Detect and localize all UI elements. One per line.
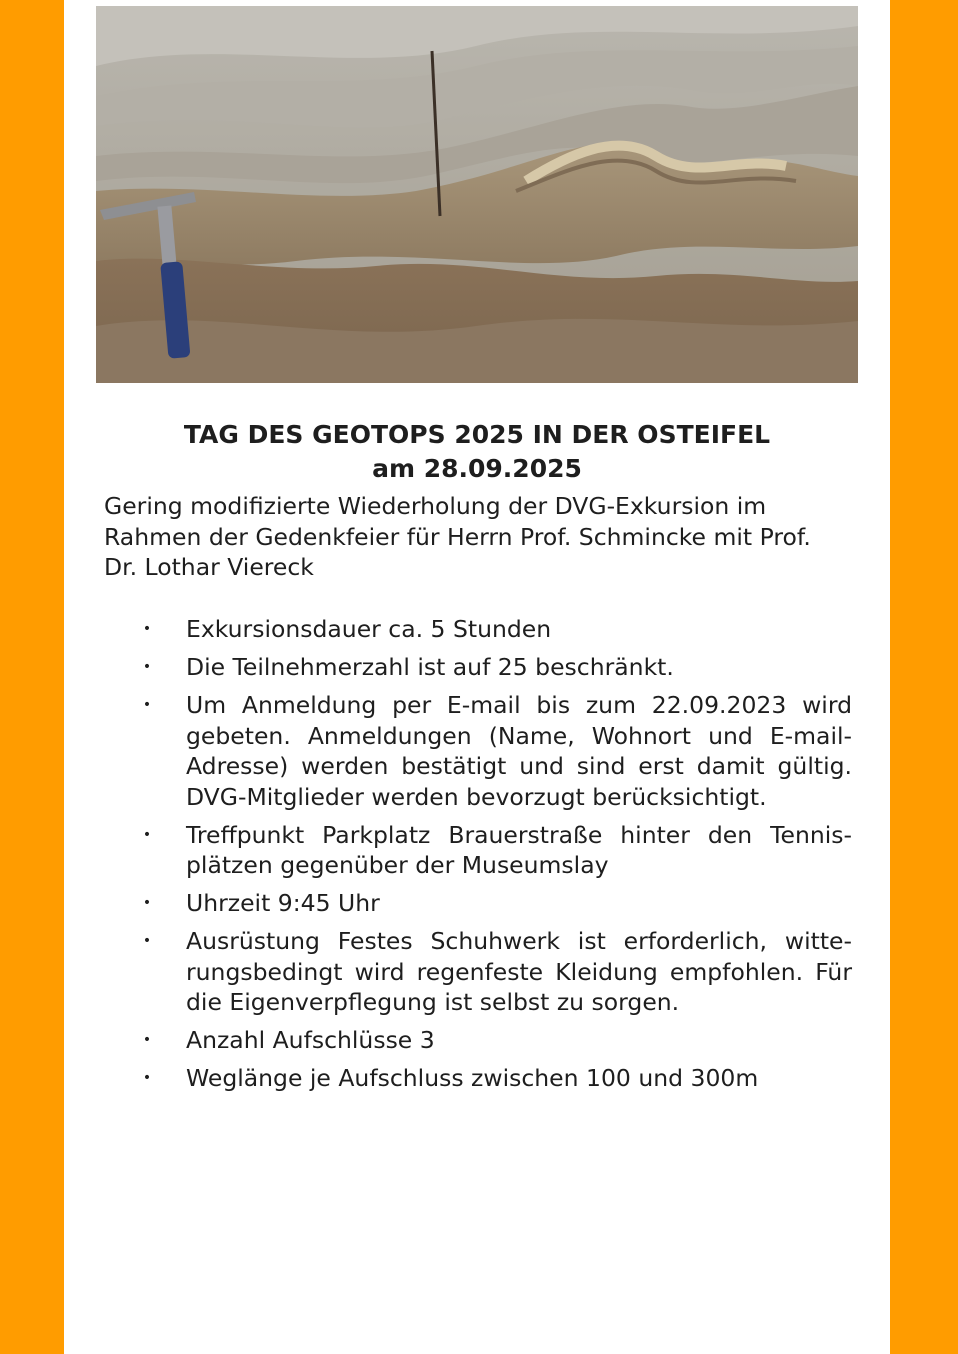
left-orange-border [0,0,64,1354]
bullet-icon: • [142,621,152,637]
bullet-icon: • [142,697,152,713]
list-item: • Um Anmeldung per E-mail bis zum 22.09.2023 wird gebeten. Anmeldungen (Name, Wohnort und E-mail-Adresse) werden bestätigt und sind erst damit gültig. DVG-Mitglieder werden bevorzugt berücksichtigt. [140,690,852,812]
outcrop-photo [96,6,858,383]
event-title: TAG DES GEOTOPS 2025 IN DER OSTEIFEL [183,420,771,449]
bullet-icon: • [142,826,152,843]
list-item: • Exkursionsdauer ca. 5 Stunden [140,614,852,645]
bullet-icon: • [142,933,152,949]
bullet-icon: • [142,895,152,911]
list-item: • Weglänge je Aufschluss zwischen 100 und 300m [140,1063,852,1094]
bullet-icon: • [142,1032,152,1048]
list-item: • Anzahl Aufschlüsse 3 [140,1025,852,1056]
event-date: am 28.09.2025 [372,454,582,483]
details-list [140,614,852,1101]
list-item: • Treffpunkt Parkplatz Brauerstraße hinter den Tennisplätzen gegenüber der Museumslay [140,820,852,881]
bullet-icon: • [142,1070,152,1086]
event-heading [96,418,858,486]
list-item: • Ausrüstung Festes Schuhwerk ist erforderlich, witterungsbedingt wird regenfeste Kleidung empfohlen. Für die Eigenverpflegung ist selbst zu sorgen. [140,926,852,1018]
list-item: • Uhrzeit 9:45 Uhr [140,888,852,919]
bullet-icon: • [142,659,152,675]
intro-paragraph: Gering modifizierte Wiederholung der DVG-Exkursion im Rahmen der Gedenkfeier für Herrn Prof. Schmincke mit Prof. Dr. Lothar Viereck [104,492,811,581]
list-item: • Die Teilnehmerzahl ist auf 25 beschränkt. [140,652,852,683]
right-orange-border [890,0,958,1354]
